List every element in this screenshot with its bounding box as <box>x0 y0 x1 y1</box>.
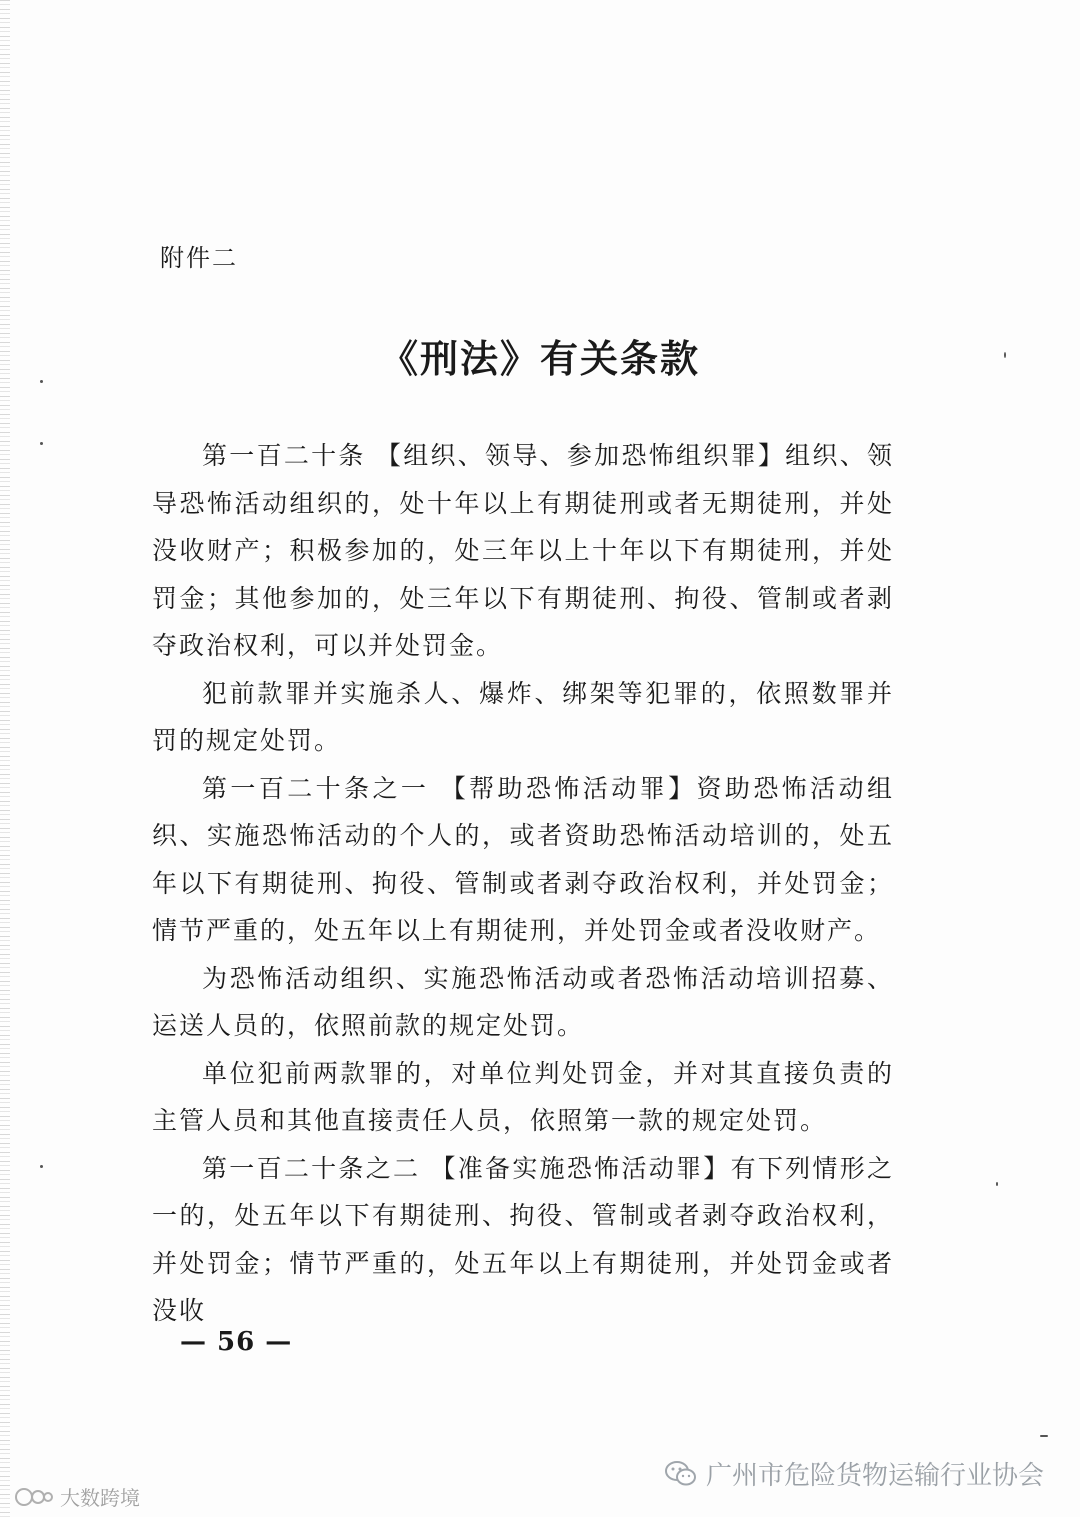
attachment-label: 附件二 <box>160 244 238 272</box>
paragraph: 第一百二十条之一 【帮助恐怖活动罪】资助恐怖活动组织、实施恐怖活动的个人的，或者资助恐怖活动培训的，处五年以下有期徒刑、拘役、管制或者剥夺政治权利，并处罚金；情节严重的，处五年以上有期徒刑，并处罚金或者没收财产。 <box>152 773 894 945</box>
scan-speck <box>1004 352 1006 358</box>
watermark-right-text: 广州市危险货物运输行业协会 <box>705 1461 1044 1491</box>
scan-speck <box>1040 1435 1048 1437</box>
scan-speck <box>40 380 43 383</box>
scan-speck <box>40 1165 43 1168</box>
body-text <box>152 432 894 1335</box>
scan-edge <box>0 0 10 1517</box>
document-title: 《刑法》有关条款 <box>379 336 700 381</box>
logo-icon <box>14 1486 54 1508</box>
paragraph: 单位犯前两款罪的，对单位判处罚金，并对其直接负责的主管人员和其他直接责任人员，依照第一款的规定处罚。 <box>152 1058 894 1135</box>
paragraph: 犯前款罪并实施杀人、爆炸、绑架等犯罪的，依照数罪并罚的规定处罚。 <box>152 678 894 755</box>
scan-speck <box>996 1182 998 1186</box>
scan-speck <box>40 442 43 445</box>
paragraph: 第一百二十条 【组织、领导、参加恐怖组织罪】组织、领导恐怖活动组织的，处十年以上有期徒刑或者无期徒刑，并处没收财产；积极参加的，处三年以上十年以下有期徒刑，并处罚金；其他参加的，处三年以下有期徒刑、拘役、管制或者剥夺政治权利，可以并处罚金。 <box>152 441 894 660</box>
paragraph: 第一百二十条之二 【准备实施恐怖活动罪】有下列情形之一的，处五年以下有期徒刑、拘役、管制或者剥夺政治权利，并处罚金；情节严重的，处五年以上有期徒刑，并处罚金或者没收 <box>152 1153 894 1325</box>
watermark-left-text: 大数跨境 <box>60 1486 140 1510</box>
paragraph: 为恐怖活动组织、实施恐怖活动或者恐怖活动培训招募、运送人员的，依照前款的规定处罚。 <box>152 963 894 1040</box>
watermark-left <box>14 1482 140 1511</box>
wechat-icon <box>664 1460 698 1488</box>
page-number: — 56 — <box>180 1327 293 1357</box>
watermark-right <box>664 1455 1044 1492</box>
